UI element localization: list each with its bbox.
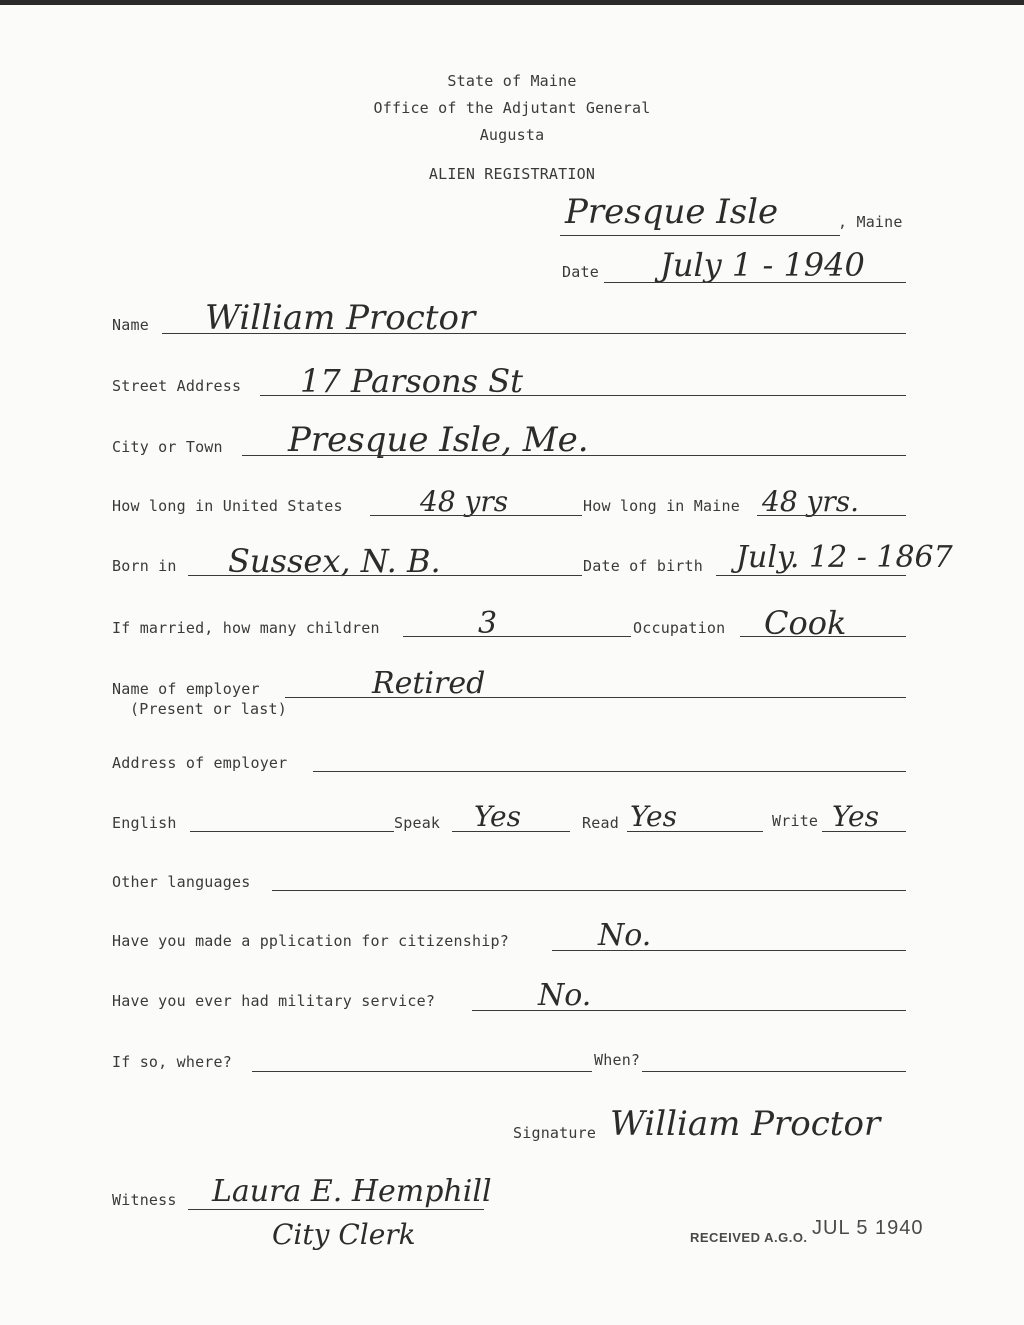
born-in-line <box>188 575 582 576</box>
speak-line <box>452 831 570 832</box>
signature-label: Signature <box>513 1124 597 1142</box>
street-address-line <box>260 395 906 396</box>
read-value: Yes <box>630 800 677 833</box>
children-line <box>403 636 631 637</box>
born-in-label: Born in <box>112 557 177 575</box>
employer-sublabel: (Present or last) <box>130 700 287 718</box>
street-address-value: 17 Parsons St <box>300 362 524 400</box>
read-label: Read <box>582 814 619 832</box>
employer-address-line <box>313 771 906 772</box>
street-address-label: Street Address <box>112 377 242 395</box>
write-label: Write <box>772 812 819 830</box>
occupation-line <box>740 636 906 637</box>
signature-value: William Proctor <box>610 1104 881 1144</box>
date-value: July 1 - 1940 <box>660 246 865 284</box>
how-long-us-value: 48 yrs <box>420 485 509 518</box>
write-line <box>822 831 906 832</box>
how-long-us-line <box>370 515 582 516</box>
name-value: William Proctor <box>205 298 476 338</box>
where-label: If so, where? <box>112 1053 232 1071</box>
children-value: 3 <box>478 606 498 641</box>
city-town-value: Presque Isle, Me. <box>288 420 589 460</box>
when-label: When? <box>594 1051 641 1069</box>
occupation-value: Cook <box>764 604 847 642</box>
date-of-birth-value: July. 12 - 1867 <box>736 540 953 575</box>
date-label: Date <box>562 263 599 281</box>
header-state: State of Maine <box>447 72 577 90</box>
witness-title: City Clerk <box>272 1218 416 1251</box>
other-languages-line <box>272 890 906 891</box>
date-of-birth-line <box>716 575 906 576</box>
citizenship-line <box>552 950 906 951</box>
how-long-us-label: How long in United States <box>112 497 343 515</box>
employer-address-label: Address of employer <box>112 754 288 772</box>
place-line <box>560 235 840 236</box>
occupation-label: Occupation <box>633 619 726 637</box>
how-long-maine-value: 48 yrs. <box>762 485 860 518</box>
military-value: No. <box>538 978 592 1013</box>
scan-edge <box>0 0 1024 5</box>
speak-label: Speak <box>394 814 441 832</box>
witness-value: Laura E. Hemphill <box>212 1174 492 1209</box>
read-line <box>627 831 763 832</box>
date-of-birth-label: Date of birth <box>583 557 703 575</box>
date-line <box>604 282 906 283</box>
english-line <box>190 831 394 832</box>
how-long-maine-label: How long in Maine <box>583 497 740 515</box>
received-stamp-text: RECEIVED A.G.O. <box>690 1230 808 1245</box>
speak-value: Yes <box>474 800 521 833</box>
city-town-label: City or Town <box>112 438 223 456</box>
when-line <box>642 1071 906 1072</box>
how-long-maine-line <box>757 515 906 516</box>
witness-label: Witness <box>112 1191 177 1209</box>
witness-line <box>188 1209 484 1210</box>
name-line <box>162 333 906 334</box>
received-stamp-date: JUL 5 1940 <box>812 1217 924 1239</box>
employer-value: Retired <box>372 666 486 701</box>
employer-label: Name of employer <box>112 680 260 698</box>
write-value: Yes <box>832 800 879 833</box>
children-label: If married, how many children <box>112 619 380 637</box>
employer-line <box>285 697 906 698</box>
place-suffix: , Maine <box>838 213 903 231</box>
header-office: Office of the Adjutant General <box>373 99 651 117</box>
form-title: ALIEN REGISTRATION <box>428 165 596 183</box>
city-town-line <box>242 455 906 456</box>
where-line <box>252 1071 592 1072</box>
military-label: Have you ever had military service? <box>112 992 436 1010</box>
place-town: Presque Isle <box>565 192 779 232</box>
header-city: Augusta <box>479 126 545 144</box>
citizenship-label: Have you made a pplication for citizenship? <box>112 932 509 950</box>
name-label: Name <box>112 316 149 334</box>
born-in-value: Sussex, N. B. <box>228 542 441 580</box>
military-line <box>472 1010 906 1011</box>
english-label: English <box>112 814 177 832</box>
citizenship-value: No. <box>598 918 652 953</box>
other-languages-label: Other languages <box>112 873 251 891</box>
